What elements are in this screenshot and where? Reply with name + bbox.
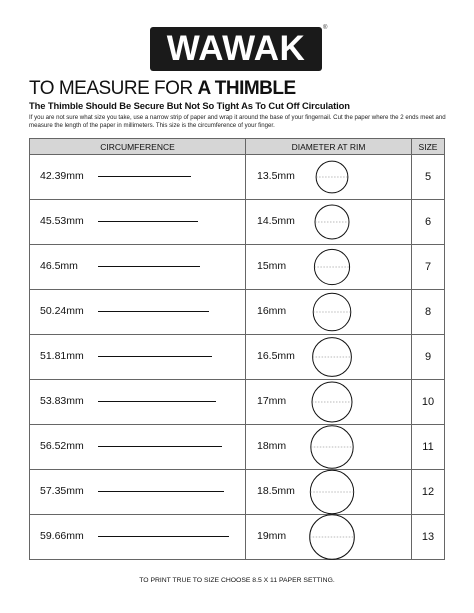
rim-circle: [314, 249, 349, 284]
circumference-value: 46.5mm: [40, 260, 78, 272]
page-title: [29, 78, 296, 100]
size-value: 11: [412, 425, 445, 470]
diameter-cell: [246, 335, 412, 380]
diameter-value: 17mm: [257, 395, 287, 407]
thimble-rim-ring: [246, 200, 412, 244]
measuring-instructions: If you are not sure what size you take, use a narrow strip of paper and wrap it around the base of your fingernail. Cut the paper where the 2 ends meet and measure the length of the paper in millimeters. This size is the circumference of your finger.: [29, 114, 446, 129]
circumference-cell: [30, 470, 246, 515]
size-value: 6: [412, 200, 445, 245]
table-row: [30, 515, 445, 560]
thimble-rim-ring: [246, 155, 412, 199]
circumference-value: 53.83mm: [40, 395, 84, 407]
diameter-value: 18.5mm: [257, 485, 295, 497]
size-value: 5: [412, 155, 445, 200]
table-row: [30, 155, 445, 200]
title-prefix: TO MEASURE FOR: [29, 78, 193, 99]
diameter-cell: [246, 155, 412, 200]
table-row: [30, 200, 445, 245]
circumference-cell: [30, 335, 246, 380]
page-subtitle: The Thimble Should Be Secure But Not So Tight As To Cut Off Circulation: [29, 100, 350, 111]
circumference-line: [98, 536, 229, 537]
circumference-cell: [30, 515, 246, 560]
circumference-cell: [30, 380, 246, 425]
diameter-value: 19mm: [257, 530, 287, 542]
circumference-line: [98, 266, 200, 267]
diameter-value: 18mm: [257, 440, 287, 452]
thimble-rim-ring: [246, 380, 412, 424]
circumference-value: 42.39mm: [40, 170, 84, 182]
diameter-value: 13.5mm: [257, 170, 295, 182]
table-header-row: [30, 139, 445, 155]
thimble-rim-ring: [246, 470, 412, 514]
circumference-line: [98, 311, 209, 312]
circumference-cell: [30, 290, 246, 335]
thimble-rim-ring: [246, 425, 412, 469]
table-row: [30, 425, 445, 470]
column-header-size: SIZE: [412, 139, 445, 155]
circumference-line: [98, 491, 224, 492]
circumference-cell: [30, 155, 246, 200]
thimble-rim-ring: [246, 245, 412, 289]
size-value: 9: [412, 335, 445, 380]
table-row: [30, 335, 445, 380]
circumference-cell: [30, 200, 246, 245]
circumference-line: [98, 446, 222, 447]
circumference-value: 45.53mm: [40, 215, 84, 227]
title-bold: A THIMBLE: [197, 78, 296, 99]
circumference-cell: [30, 245, 246, 290]
circumference-cell: [30, 425, 246, 470]
column-header-diameter: DIAMETER AT RIM: [246, 139, 412, 155]
circumference-value: 56.52mm: [40, 440, 84, 452]
size-value: 10: [412, 380, 445, 425]
diameter-value: 16mm: [257, 305, 287, 317]
column-header-circumference: CIRCUMFERENCE: [30, 139, 246, 155]
diameter-value: 14.5mm: [257, 215, 295, 227]
diameter-cell: [246, 200, 412, 245]
registered-mark: ®: [323, 25, 328, 31]
circumference-line: [98, 401, 216, 402]
circumference-value: 59.66mm: [40, 530, 84, 542]
diameter-value: 16.5mm: [257, 350, 295, 362]
diameter-cell: [246, 425, 412, 470]
circumference-line: [98, 356, 212, 357]
size-value: 7: [412, 245, 445, 290]
diameter-cell: [246, 470, 412, 515]
circumference-value: 50.24mm: [40, 305, 84, 317]
size-value: 13: [412, 515, 445, 560]
circumference-line: [98, 176, 191, 177]
diameter-cell: [246, 380, 412, 425]
logo-text: WAWAK: [166, 29, 306, 68]
diameter-cell: [246, 515, 412, 560]
table-row: [30, 470, 445, 515]
diameter-value: 15mm: [257, 260, 287, 272]
wawak-logo: [150, 27, 322, 71]
table-row: [30, 290, 445, 335]
diameter-cell: [246, 245, 412, 290]
size-value: 12: [412, 470, 445, 515]
thimble-rim-ring: [246, 335, 412, 379]
circumference-value: 51.81mm: [40, 350, 84, 362]
circumference-line: [98, 221, 198, 222]
table-body: [30, 155, 445, 560]
rim-circle: [315, 205, 349, 239]
thimble-rim-ring: [246, 515, 412, 559]
size-table: [29, 138, 445, 560]
thimble-rim-ring: [246, 290, 412, 334]
table-row: [30, 245, 445, 290]
circumference-value: 57.35mm: [40, 485, 84, 497]
table-row: [30, 380, 445, 425]
diameter-cell: [246, 290, 412, 335]
print-note: TO PRINT TRUE TO SIZE CHOOSE 8.5 X 11 PAPER SETTING.: [139, 577, 335, 584]
size-value: 8: [412, 290, 445, 335]
